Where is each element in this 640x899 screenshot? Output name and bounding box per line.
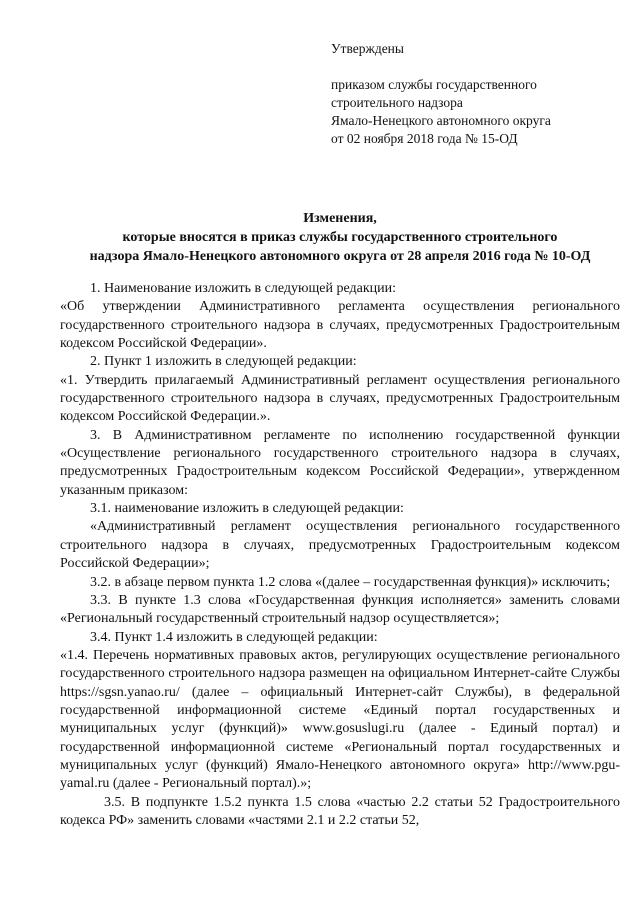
approval-block [331, 40, 551, 148]
paragraph: «1.4. Перечень нормативных правовых актов, регулирующих осуществление регионального государственного строительного надзора размещен на официальном Интернет-сайте Службы https://sgsn.yanao.ru/ (далее – официальный Интернет-сайт Службы), в федеральной государственной информационной системе «Единый портал государственных и муниципальных услуг (функций)» www.gosuslugi.ru (далее - Единый портал) и государственной информационной системе «Региональный портал государственных и муниципальных услуг (функций) Ямало-Ненецкого автономного округа» http://www.pgu-yamal.ru (далее - Региональный портал).»; [60, 647, 620, 792]
document-title [60, 209, 620, 266]
paragraph: 3.4. Пункт 1.4 изложить в следующей редакции: [90, 629, 378, 645]
approval-heading: Утверждены [331, 41, 404, 56]
approval-line: от 02 ноября 2018 года № 15-ОД [331, 131, 518, 146]
approval-line: строительного надзора [331, 95, 463, 110]
paragraph: «Административный регламент осуществления регионального государственного строительного надзора в случаях, предусмотренных Градостроительным кодексом Российской Федерации»; [60, 519, 620, 572]
title-line: надзора Ямало-Ненецкого автономного округа от 28 апреля 2016 года № 10-ОД [89, 249, 591, 264]
paragraph: 3.2. в абзаце первом пункта 1.2 слова «(далее – государственная функция)» исключить; [90, 574, 611, 590]
paragraph: 2. Пункт 1 изложить в следующей редакции: [90, 354, 357, 370]
paragraph: 3.3. В пункте 1.3 слова «Государственная функция исполняется» заменить словами «Региональный государственный строительный надзор осуществляется»; [60, 592, 620, 627]
paragraph: «Об утверждении Административного регламента осуществления регионального государственного строительного надзора в случаях, предусмотренных Градостроительным кодексом Российской Федерации». [60, 299, 620, 352]
title-line: Изменения, [303, 211, 377, 226]
approval-line: приказом службы государственного [331, 77, 537, 92]
paragraph: 1. Наименование изложить в следующей редакции: [90, 281, 396, 296]
paragraph: 3.5. В подпункте 1.5.2 пункта 1.5 слова «частью 2.2 статьи 52 Градостроительного кодекса РФ» заменить словами «частями 2.1 и 2.2 статьи 52, [60, 794, 620, 828]
paragraph: 3.1. наименование изложить в следующей редакции: [90, 501, 404, 517]
paragraph: 3. В Административном регламенте по исполнению государственной функции «Осуществление регионального государственного строительного надзора в случаях, предусмотренных Градостроительным кодексом Российской Федерации», утвержденном указанным приказом: [60, 427, 620, 498]
approval-line: Ямало-Ненецкого автономного округа [331, 113, 551, 128]
document-body [60, 280, 620, 830]
title-line: которые вносятся в приказ службы государственного строительного [122, 230, 558, 245]
paragraph: «1. Утвердить прилагаемый Административный регламент осуществления регионального государственного строительного надзора в случаях, предусмотренных Градостроительным кодексом Российской Федерации.». [60, 372, 620, 425]
